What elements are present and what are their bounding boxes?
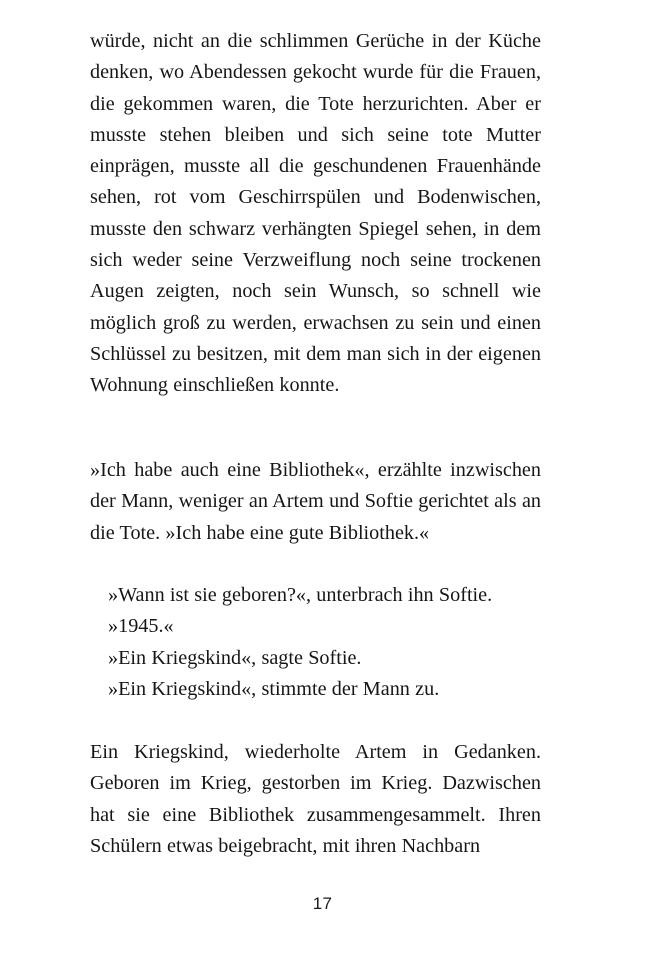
passage-text-block <box>90 26 541 402</box>
dialogue-line-year: »1945.« <box>108 615 174 638</box>
dialogue-line-mann: »Ein Kriegskind«, stimmte der Mann zu. <box>108 677 440 700</box>
library-text-block <box>90 455 541 549</box>
paragraph-library: »Ich habe auch eine Bibliothek«, erzählte inzwischen der Mann, weniger an Artem und Softie gerichtet als an die Tote. »Ich habe eine gute Bibliothek.« <box>90 459 541 544</box>
dialogue-text-block <box>90 580 541 705</box>
dialogue-line-question: »Wann ist sie geboren?«, unterbrach ihn Softie. <box>108 584 493 606</box>
reflection-text-block <box>90 737 541 862</box>
dialogue-line-softie: »Ein Kriegskind«, sagte Softie. <box>108 646 362 669</box>
page-number: 17 <box>312 894 333 913</box>
paragraph-reflection: Ein Kriegskind, wiederholte Artem in Gedanken. Geboren im Krieg, gestorben im Krieg. Dazwischen hat sie eine Bibliothek zusammengesammelt. Ihren Schülern etwas beigebracht, mit ihren Nachbarn <box>90 741 541 857</box>
paragraph-passage: würde, nicht an die schlimmen Gerüche in der Küche denken, wo Abendessen gekocht wurde für die Frauen, die gekommen waren, die Tote herzurichten. Aber er musste stehen bleiben und sich seine tote Mutter einprägen, musste all die geschundenen Frauenhände sehen, rot vom Geschirrspülen und Bodenwischen, musste den schwarz verhängten Spiegel sehen, in dem sich weder seine Verzweiflung noch seine trockenen Augen zeigten, noch sein Wunsch, so schnell wie möglich groß zu werden, erwachsen zu sein und einen Schlüssel zu besitzen, mit dem man sich in der eigenen Wohnung einschließen konnte. <box>90 30 541 397</box>
